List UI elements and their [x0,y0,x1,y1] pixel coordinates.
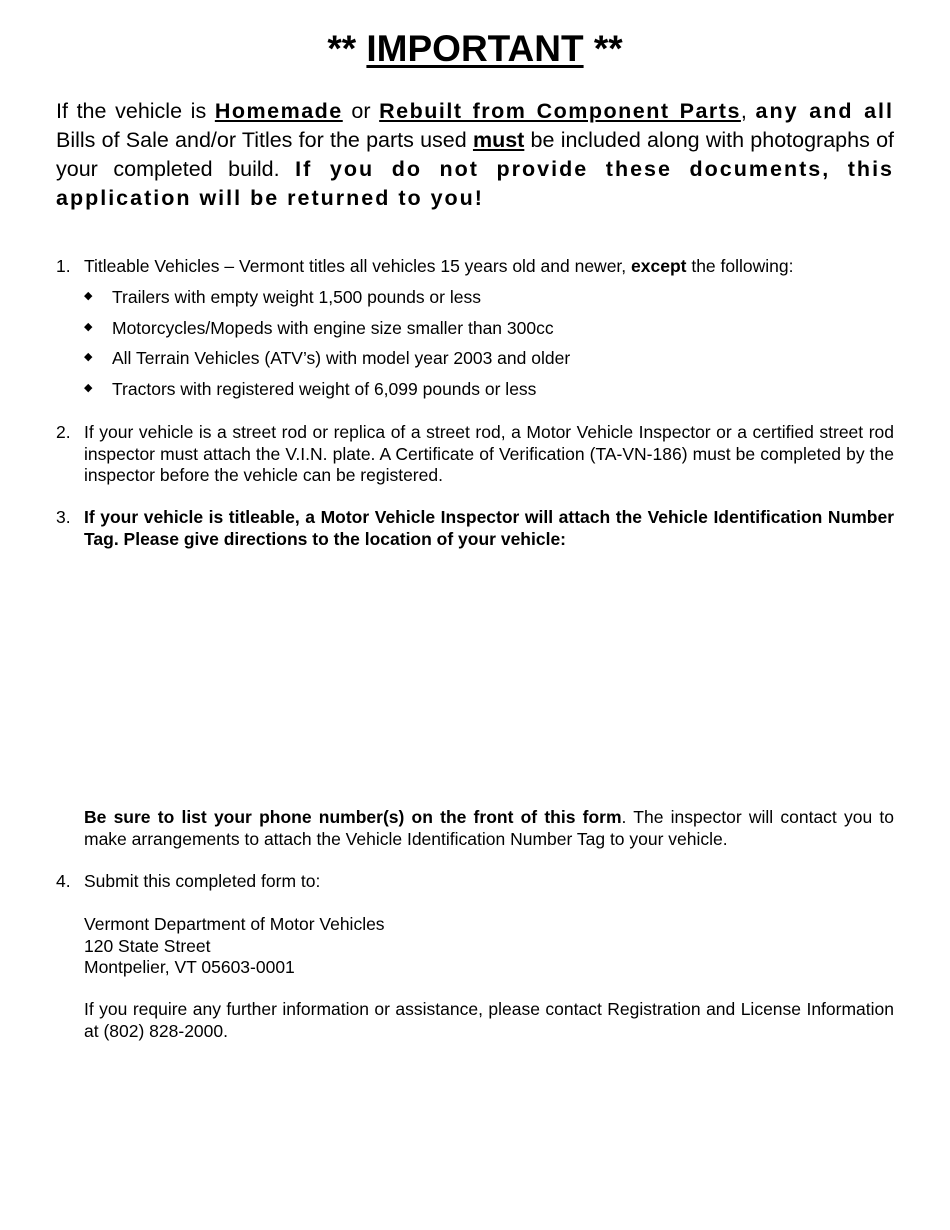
list-item-4: 4. Submit this completed form to: [56,871,321,891]
diamond-bullet-icon: ◆ [84,351,93,364]
homemade-term: Homemade [214,99,343,123]
page-title-main: IMPORTANT [366,28,584,69]
exception-item: ◆ Motorcycles/Mopeds with engine size smaller than 300cc [84,318,554,338]
exception-item: ◆ Tractors with registered weight of 6,099 pounds or less [84,379,537,399]
return-warning: If you do not provide these documents, this application will be returned to you! [56,157,894,210]
diamond-bullet-icon: ◆ [84,321,93,334]
list-item-2: 2. If your vehicle is a street rod or replica of a street rod, a Motor Vehicle Inspector or a certified street rod inspector must attach the V.I.N. plate. A Certificate of Verification (TA-VN-186) must be completed by the inspector before the vehicle can be registered. [56,422,894,485]
intro-paragraph: If the vehicle is Homemade or Rebuilt from Component Parts, any and all Bills of Sale and/or Titles for the parts used must be included along with photographs of your completed build. If you do not provide these documents, this application will be returned to you! [56,99,894,210]
must-term: must [472,128,525,152]
diamond-bullet-icon: ◆ [84,382,93,395]
diamond-bullet-icon: ◆ [84,290,93,303]
exception-item: ◆ All Terrain Vehicles (ATV’s) with model year 2003 and older [84,348,571,368]
page-title: ** IMPORTANT ** [327,28,623,69]
exception-item: ◆ Trailers with empty weight 1,500 pounds or less [84,287,481,307]
list-item-3: 3. If your vehicle is titleable, a Motor Vehicle Inspector will attach the Vehicle Identification Number Tag. Please give directions to the location of your vehicle: [56,507,894,549]
phone-note: Be sure to list your phone number(s) on the front of this form. The inspector will contact you to make arrangements to attach the Vehicle Identification Number Tag to your vehicle. [84,807,895,849]
mailing-address: Vermont Department of Motor Vehicles 120 State Street Montpelier, VT 05603-0001 [84,914,385,977]
contact-info: If you require any further information or assistance, please contact Registration and License Information at (802) 828-2000. [84,999,894,1041]
rebuilt-term: Rebuilt from Component Parts [379,99,741,123]
list-item-1: 1. Titleable Vehicles – Vermont titles all vehicles 15 years old and newer, except the following: [56,256,794,276]
